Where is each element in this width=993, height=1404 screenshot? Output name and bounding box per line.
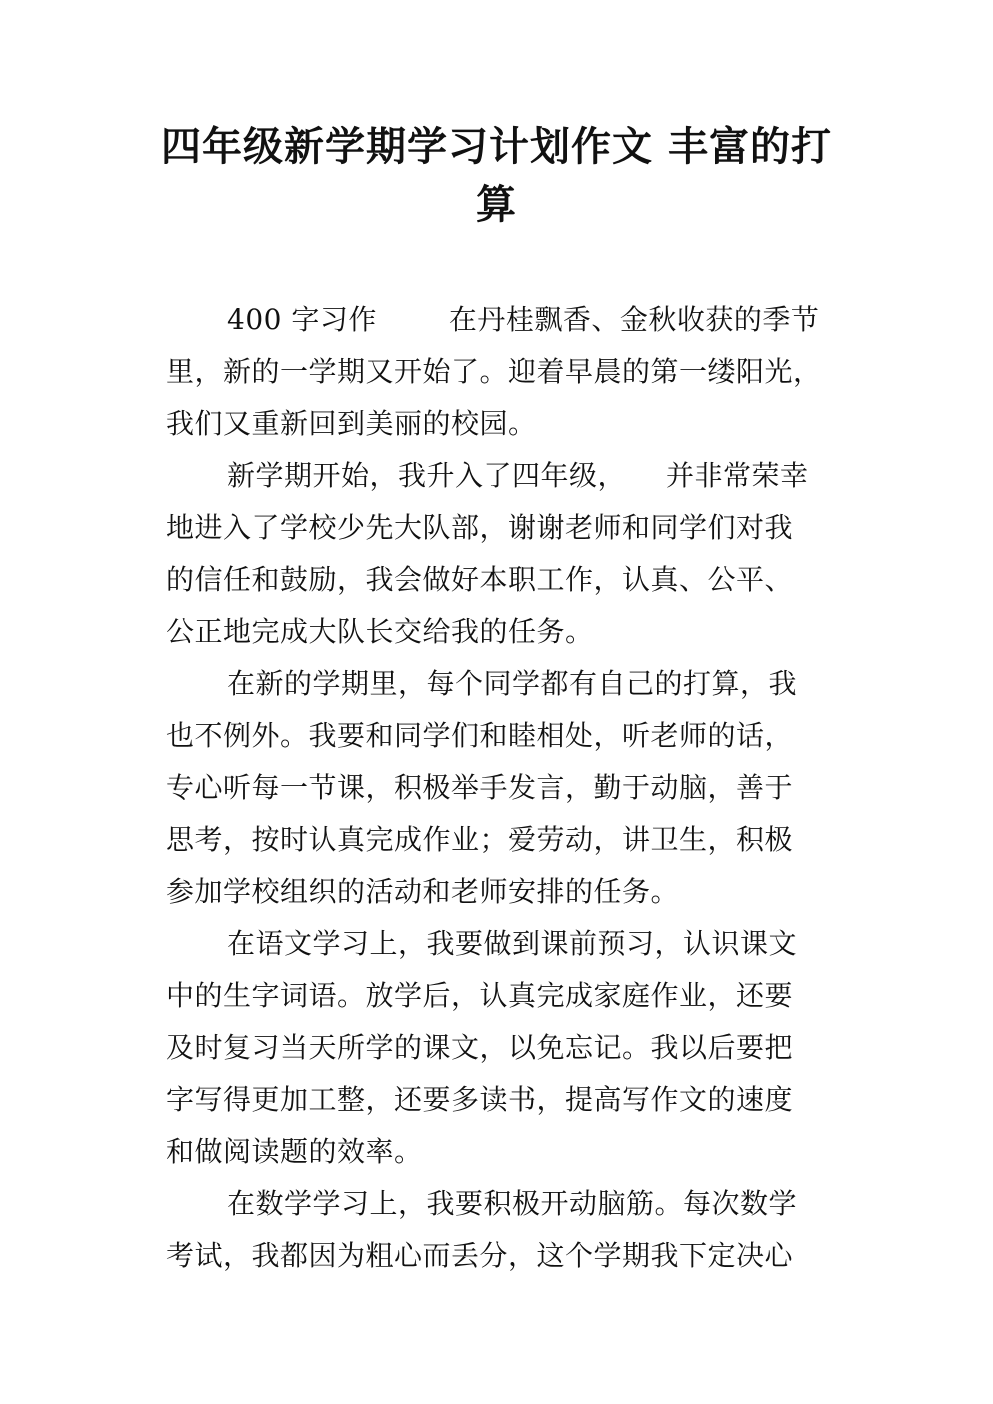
text-line: 参加学校组织的活动和老师安排的任务。 (166, 875, 680, 908)
text-line: 考试，我都因为粗心而丢分，这个学期我下定决心 (166, 1239, 794, 1272)
text-line: 里，新的一学期又开始了。迎着早晨的第一缕阳光， (166, 355, 822, 388)
text-line: 地进入了学校少先大队部，谢谢老师和同学们对我 (166, 511, 794, 544)
document-title (150, 118, 843, 234)
text-line: 我们又重新回到美丽的校园。 (166, 407, 537, 440)
document-body (166, 294, 831, 1282)
text-line: 公正地完成大队长交给我的任务。 (166, 615, 594, 648)
text-line: 字写得更加工整，还要多读书，提高写作文的速度 (166, 1083, 794, 1116)
text-line: 及时复习当天所学的课文，以免忘记。我以后要把 (166, 1031, 794, 1064)
text-line: 思考，按时认真完成作业；爱劳动，讲卫生，积极 (166, 823, 794, 856)
text-line (166, 294, 831, 346)
text-line: 专心听每一节课，积极举手发言，勤于动脑，善于 (166, 771, 794, 804)
text-line-part: 400 字习作 (227, 303, 377, 336)
text-line-part: 新学期开始，我升入了四年级， (227, 459, 627, 492)
text-line-part: 并非常荣幸 (666, 459, 809, 492)
text-line: 在数学学习上，我要积极开动脑筋。每次数学 (227, 1187, 798, 1220)
text-line-part: 在丹桂飘香、金秋收获的季节 (448, 303, 820, 336)
text-line: 的信任和鼓励，我会做好本职工作，认真、公平、 (166, 563, 794, 596)
text-line: 和做阅读题的效率。 (166, 1135, 423, 1168)
title-line-1: 四年级新学期学习计划作文 丰富的打 (161, 124, 832, 170)
text-line: 在新的学期里，每个同学都有自己的打算，我 (227, 667, 798, 700)
text-line: 中的生字词语。放学后，认真完成家庭作业，还要 (166, 979, 794, 1012)
title-line-2: 算 (476, 182, 517, 228)
text-line: 在语文学习上，我要做到课前预习，认识课文 (227, 927, 798, 960)
text-line: 也不例外。我要和同学们和睦相处，听老师的话， (166, 719, 794, 752)
text-line (166, 450, 831, 502)
